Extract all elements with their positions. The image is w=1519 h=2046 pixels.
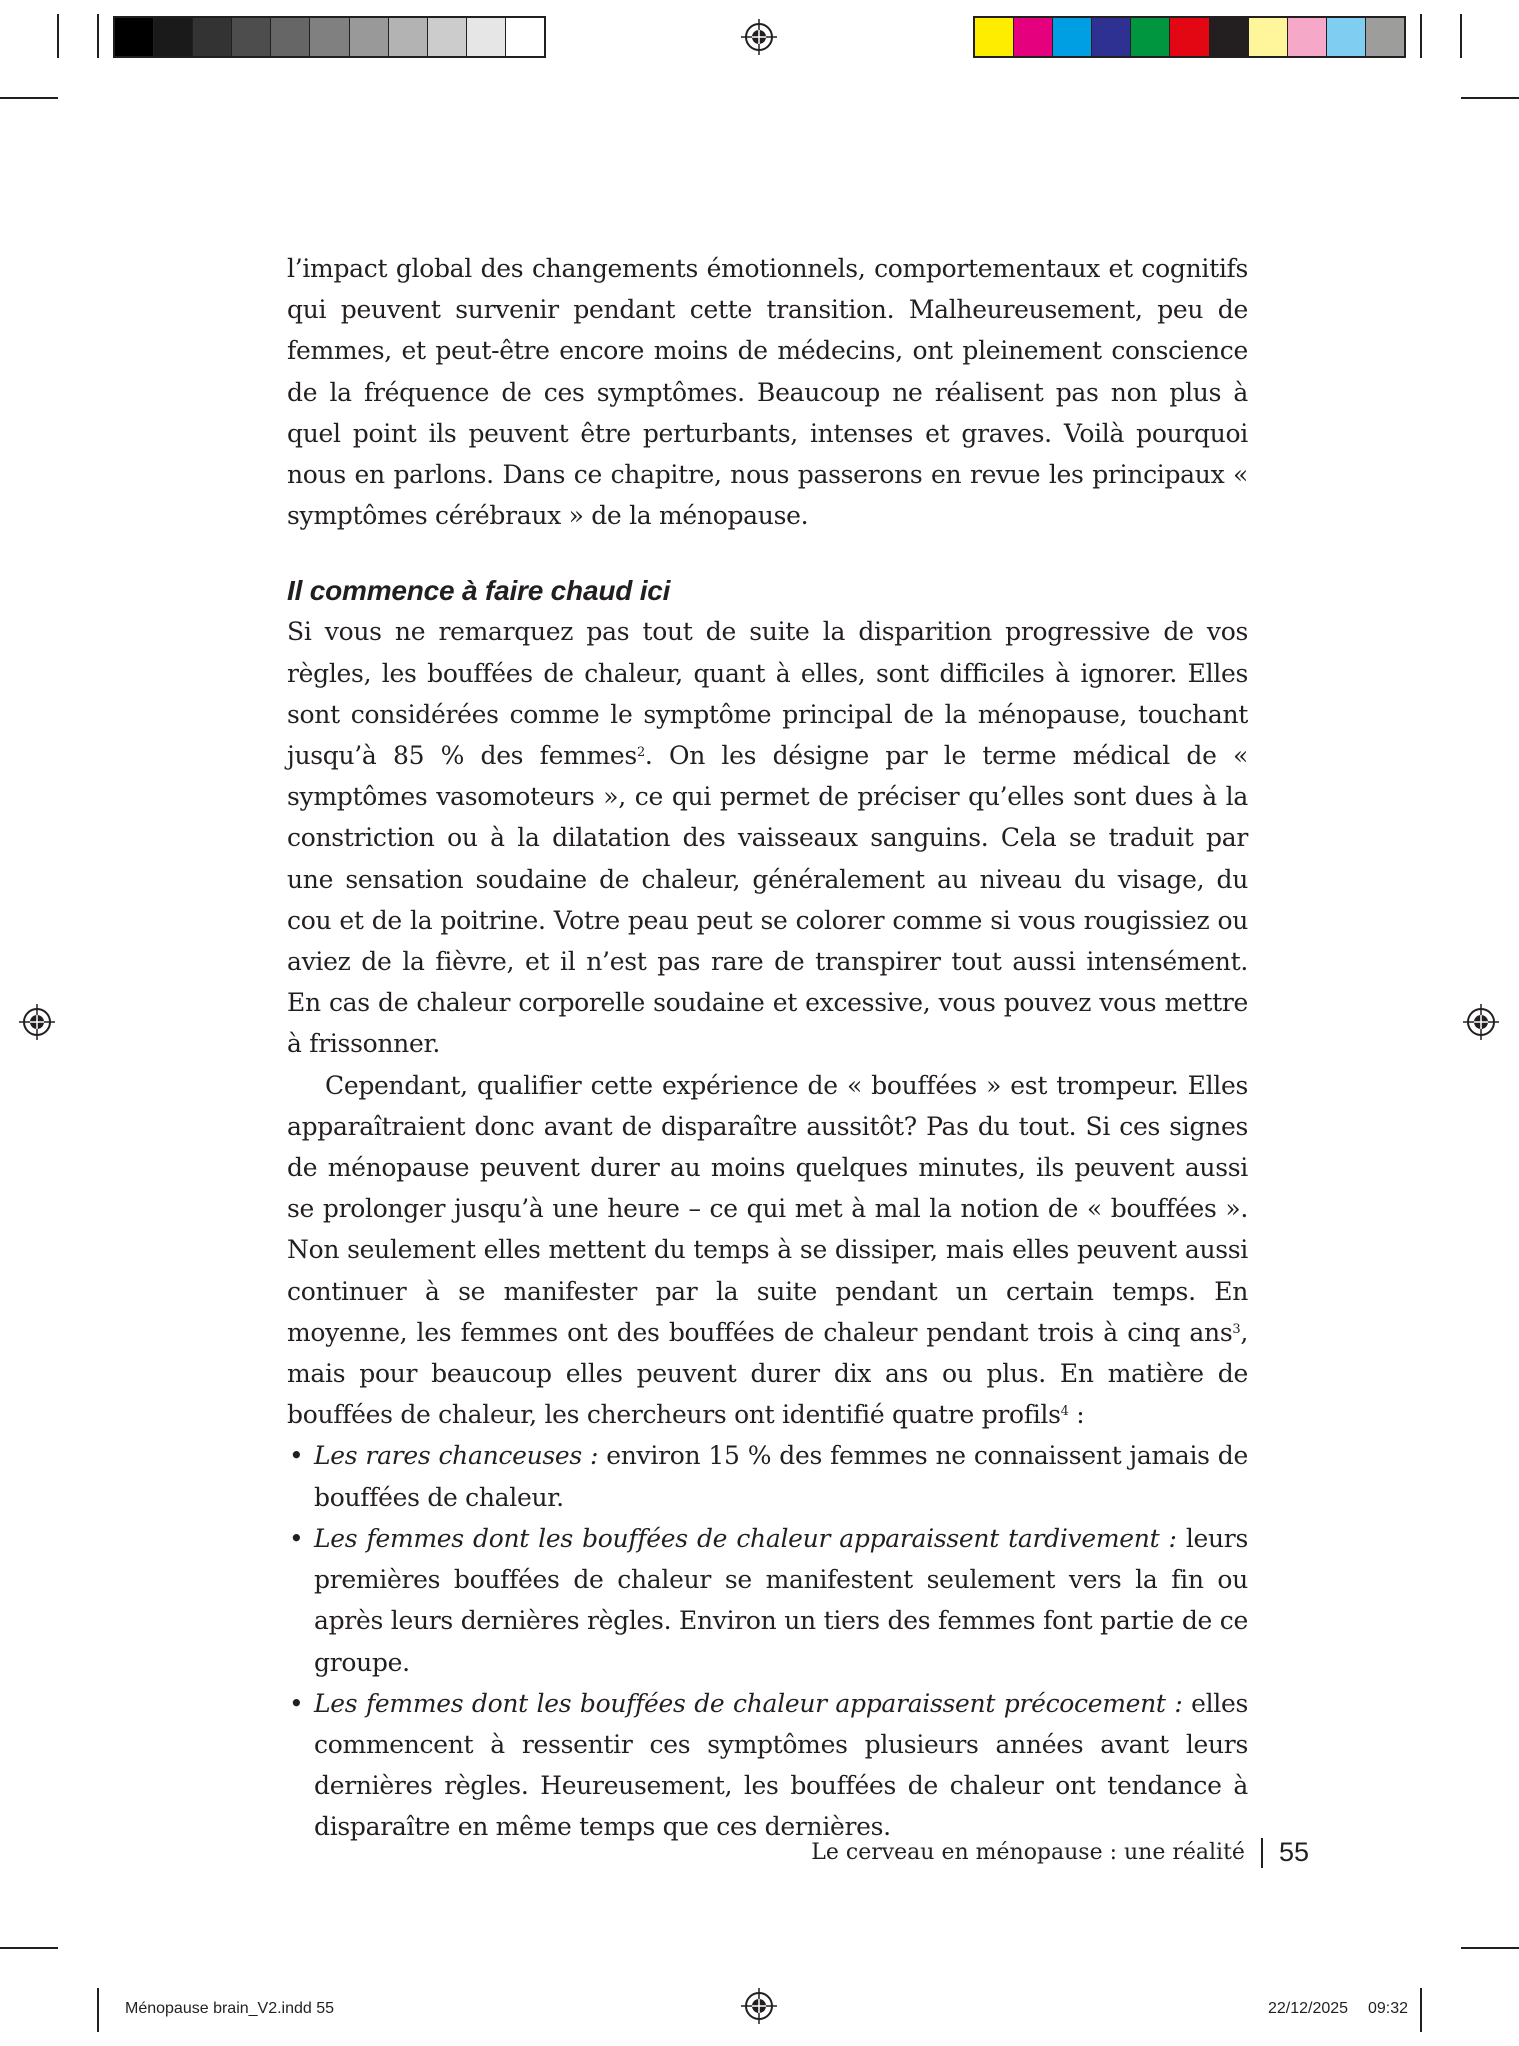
color-swatch (1249, 18, 1288, 56)
paragraph (287, 611, 1248, 1064)
color-swatch (350, 18, 389, 56)
color-swatch (154, 18, 193, 56)
color-swatch (1014, 18, 1053, 56)
color-calibration-bar (973, 16, 1406, 58)
list-item-text: environ 15 % des femmes ne connaissent jamais de bouffées de chaleur. (314, 1441, 1249, 1512)
footnote-ref: 4 (1060, 1404, 1069, 1420)
page-body (287, 248, 1248, 1848)
bullet-icon: • (289, 1441, 304, 1471)
text-run: Si vous ne remarquez pas tout de suite la disparition progressive de vos règles, les bouffées de chaleur, quant à elles, sont difficiles à ignorer. Elles sont considérées comme le symptôme principal de la ménopause, touchant jusqu’à 85 % des femmes (287, 617, 1248, 771)
crop-mark (1461, 1947, 1519, 1949)
section-heading: Il commence à faire chaud ici (287, 575, 671, 607)
slug-date: 22/12/2025 (1268, 2000, 1349, 2017)
paragraph: l’impact global des changements émotionnels, comportementaux et cognitifs qui peuvent survenir pendant cette transition. Malheureusement, peu de femmes, et peut-être encore moins de médecins, ont pleinement conscience de la fréquence de ces symptômes. Beaucoup ne réalisent pas non plus à quel point ils peuvent être perturbants, intenses et graves. Voilà pourquoi nous en parlons. Dans ce chapitre, nous passerons en revue les principaux « symptômes cérébraux » de la ménopause. (287, 254, 1248, 531)
color-swatch (506, 18, 544, 56)
text-run: , mais pour beaucoup elles peuvent durer dix ans ou plus. En matière de bouffées de chaleur, les chercheurs ont identifié quatre profils (287, 1317, 1248, 1430)
crop-mark (97, 14, 99, 58)
registration-mark-icon (1463, 1004, 1499, 1040)
page-number: 55 (1278, 1837, 1309, 1867)
text-run: : (1068, 1400, 1085, 1430)
paragraph (287, 1065, 1248, 1436)
profile-list (287, 1435, 1248, 1847)
list-item-term: Les femmes dont les bouffées de chaleur apparaissent tardivement : (314, 1523, 1177, 1553)
color-swatch (1327, 18, 1366, 56)
crop-mark (0, 1947, 58, 1949)
slug-time: 09:32 (1368, 2000, 1409, 2017)
color-swatch (1366, 18, 1404, 56)
crop-mark (1420, 1988, 1422, 2032)
color-swatch (1131, 18, 1170, 56)
color-swatch (232, 18, 271, 56)
color-swatch (271, 18, 310, 56)
color-swatch (389, 18, 428, 56)
list-item-term: Les femmes dont les bouffées de chaleur apparaissent précocement : (314, 1688, 1183, 1718)
color-swatch (1210, 18, 1249, 56)
list-item-text: elles commencent à ressentir ces symptômes plusieurs années avant leurs dernières règles. Heureusement, les bouffées de chaleur ont tendance à disparaître en même temps que ces dernières. (314, 1688, 1249, 1842)
registration-mark-icon (741, 1988, 777, 2024)
list-item-text: leurs premières bouffées de chaleur se manifestent seulement vers la fin ou après leurs dernières règles. Environ un tiers des femmes font partie de ce groupe. (314, 1523, 1248, 1677)
bullet-icon: • (289, 1523, 304, 1553)
running-title: Le cerveau en ménopause : une réalité (811, 1840, 1245, 1865)
crop-mark (1461, 97, 1519, 99)
color-swatch (115, 18, 154, 56)
footnote-ref: 2 (636, 745, 645, 761)
list-item (287, 1683, 1248, 1848)
grayscale-calibration-bar (113, 16, 546, 58)
bullet-icon: • (289, 1688, 304, 1718)
list-item (287, 1435, 1248, 1517)
color-swatch (975, 18, 1014, 56)
list-item-term: Les rares chanceuses : (314, 1441, 599, 1471)
crop-mark (97, 1988, 99, 2032)
slug-filename: Ménopause brain_V2.indd 55 (125, 2000, 335, 2017)
registration-mark-icon (19, 1004, 55, 1040)
color-swatch (1170, 18, 1209, 56)
crop-mark (0, 97, 58, 99)
crop-mark (57, 14, 59, 58)
footer-divider (1261, 1838, 1263, 1868)
registration-mark-icon (741, 19, 777, 55)
color-swatch (193, 18, 232, 56)
running-footer (811, 1837, 1309, 1868)
text-run: Cependant, qualifier cette expérience de « bouffées » est trompeur. Elles apparaîtraient donc avant de disparaître aussitôt? Pas du tout. Si ces signes de ménopause peuvent durer au moins quelques minutes, ils peuvent aussi se prolonger jusqu’à une heure – ce qui met à mal la notion de « bouffées ». Non seulement elles mettent du temps à se dissiper, mais elles peuvent aussi continuer à se manifester par la suite pendant un certain temps. En moyenne, les femmes ont des bouffées de chaleur pendant trois à cinq ans (287, 1070, 1248, 1347)
color-swatch (1092, 18, 1131, 56)
footnote-ref: 3 (1232, 1321, 1241, 1337)
color-swatch (1288, 18, 1327, 56)
text-run: . On les désigne par le terme médical de « symptômes vasomoteurs », ce qui permet de préciser qu’elles sont dues à la constriction ou à la dilatation des vaisseaux sanguins. Cela se traduit par une sensation soudaine de chaleur, généralement au niveau du visage, du cou et de la poitrine. Votre peau peut se colorer comme si vous rougissiez ou aviez de la fièvre, et il n’est pas rare de transpirer tout aussi intensément. En cas de chaleur corporelle soudaine et excessive, vous pouvez vous mettre à frissonner. (287, 741, 1248, 1059)
color-swatch (310, 18, 349, 56)
color-swatch (467, 18, 506, 56)
color-swatch (428, 18, 467, 56)
crop-mark (1420, 14, 1422, 58)
crop-mark (1460, 14, 1462, 58)
list-item (287, 1518, 1248, 1683)
color-swatch (1053, 18, 1092, 56)
